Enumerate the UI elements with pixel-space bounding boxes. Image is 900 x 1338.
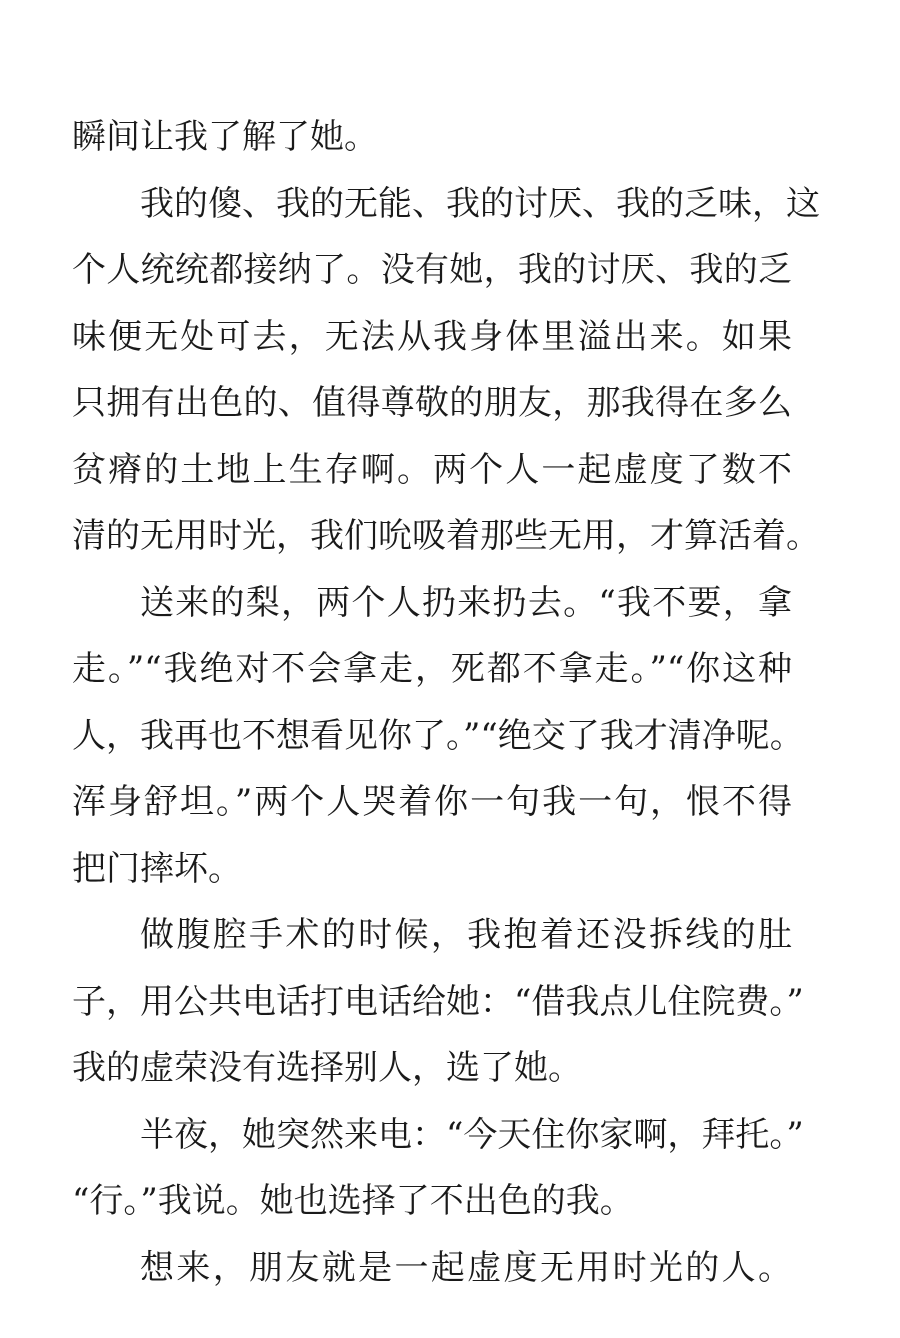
text-line: “行。”我说。她也选择了不出色的我。 (72, 1181, 634, 1221)
text-line: 清的无用时光，我们吮吸着那些无用，才算活着。 (72, 516, 820, 556)
text-line: 个人统统都接纳了。没有她，我的讨厌、我的乏 (72, 250, 792, 290)
text-line: 走。”“我绝对不会拿走，死都不拿走。”“你这种 (72, 649, 792, 689)
text-line: 把门摔坏。 (72, 848, 242, 889)
text-line: 想来，朋友就是一起虚度无用时光的人。 (140, 1247, 792, 1288)
text-line: 做腹腔手术的时候，我抱着还没拆线的肚 (140, 915, 792, 955)
text-line: 瞬间让我了解了她。 (72, 117, 378, 157)
text-line: 子，用公共电话打电话给她：“借我点儿住院费。” (72, 981, 804, 1022)
text-line: 浑身舒坦。”两个人哭着你一句我一句，恨不得 (72, 782, 792, 822)
text-line: 人，我再也不想看见你了。”“绝交了我才清净呢。 (72, 715, 804, 756)
text-line: 半夜，她突然来电：“今天住你家啊，拜托。” (140, 1114, 804, 1155)
text-line: 味便无处可去，无法从我身体里溢出来。如果 (72, 316, 792, 357)
text-line: 送来的梨，两个人扔来扔去。“我不要，拿 (140, 582, 792, 623)
text-line: 贫瘠的土地上生存啊。两个人一起虚度了数不 (72, 449, 792, 490)
text-line: 我的傻、我的无能、我的讨厌、我的乏味，这 (140, 183, 820, 224)
text-line: 我的虚荣没有选择别人，选了她。 (72, 1048, 582, 1088)
body-text (72, 104, 820, 1301)
text-line: 只拥有出色的、值得尊敬的朋友，那我得在多么 (72, 383, 792, 423)
